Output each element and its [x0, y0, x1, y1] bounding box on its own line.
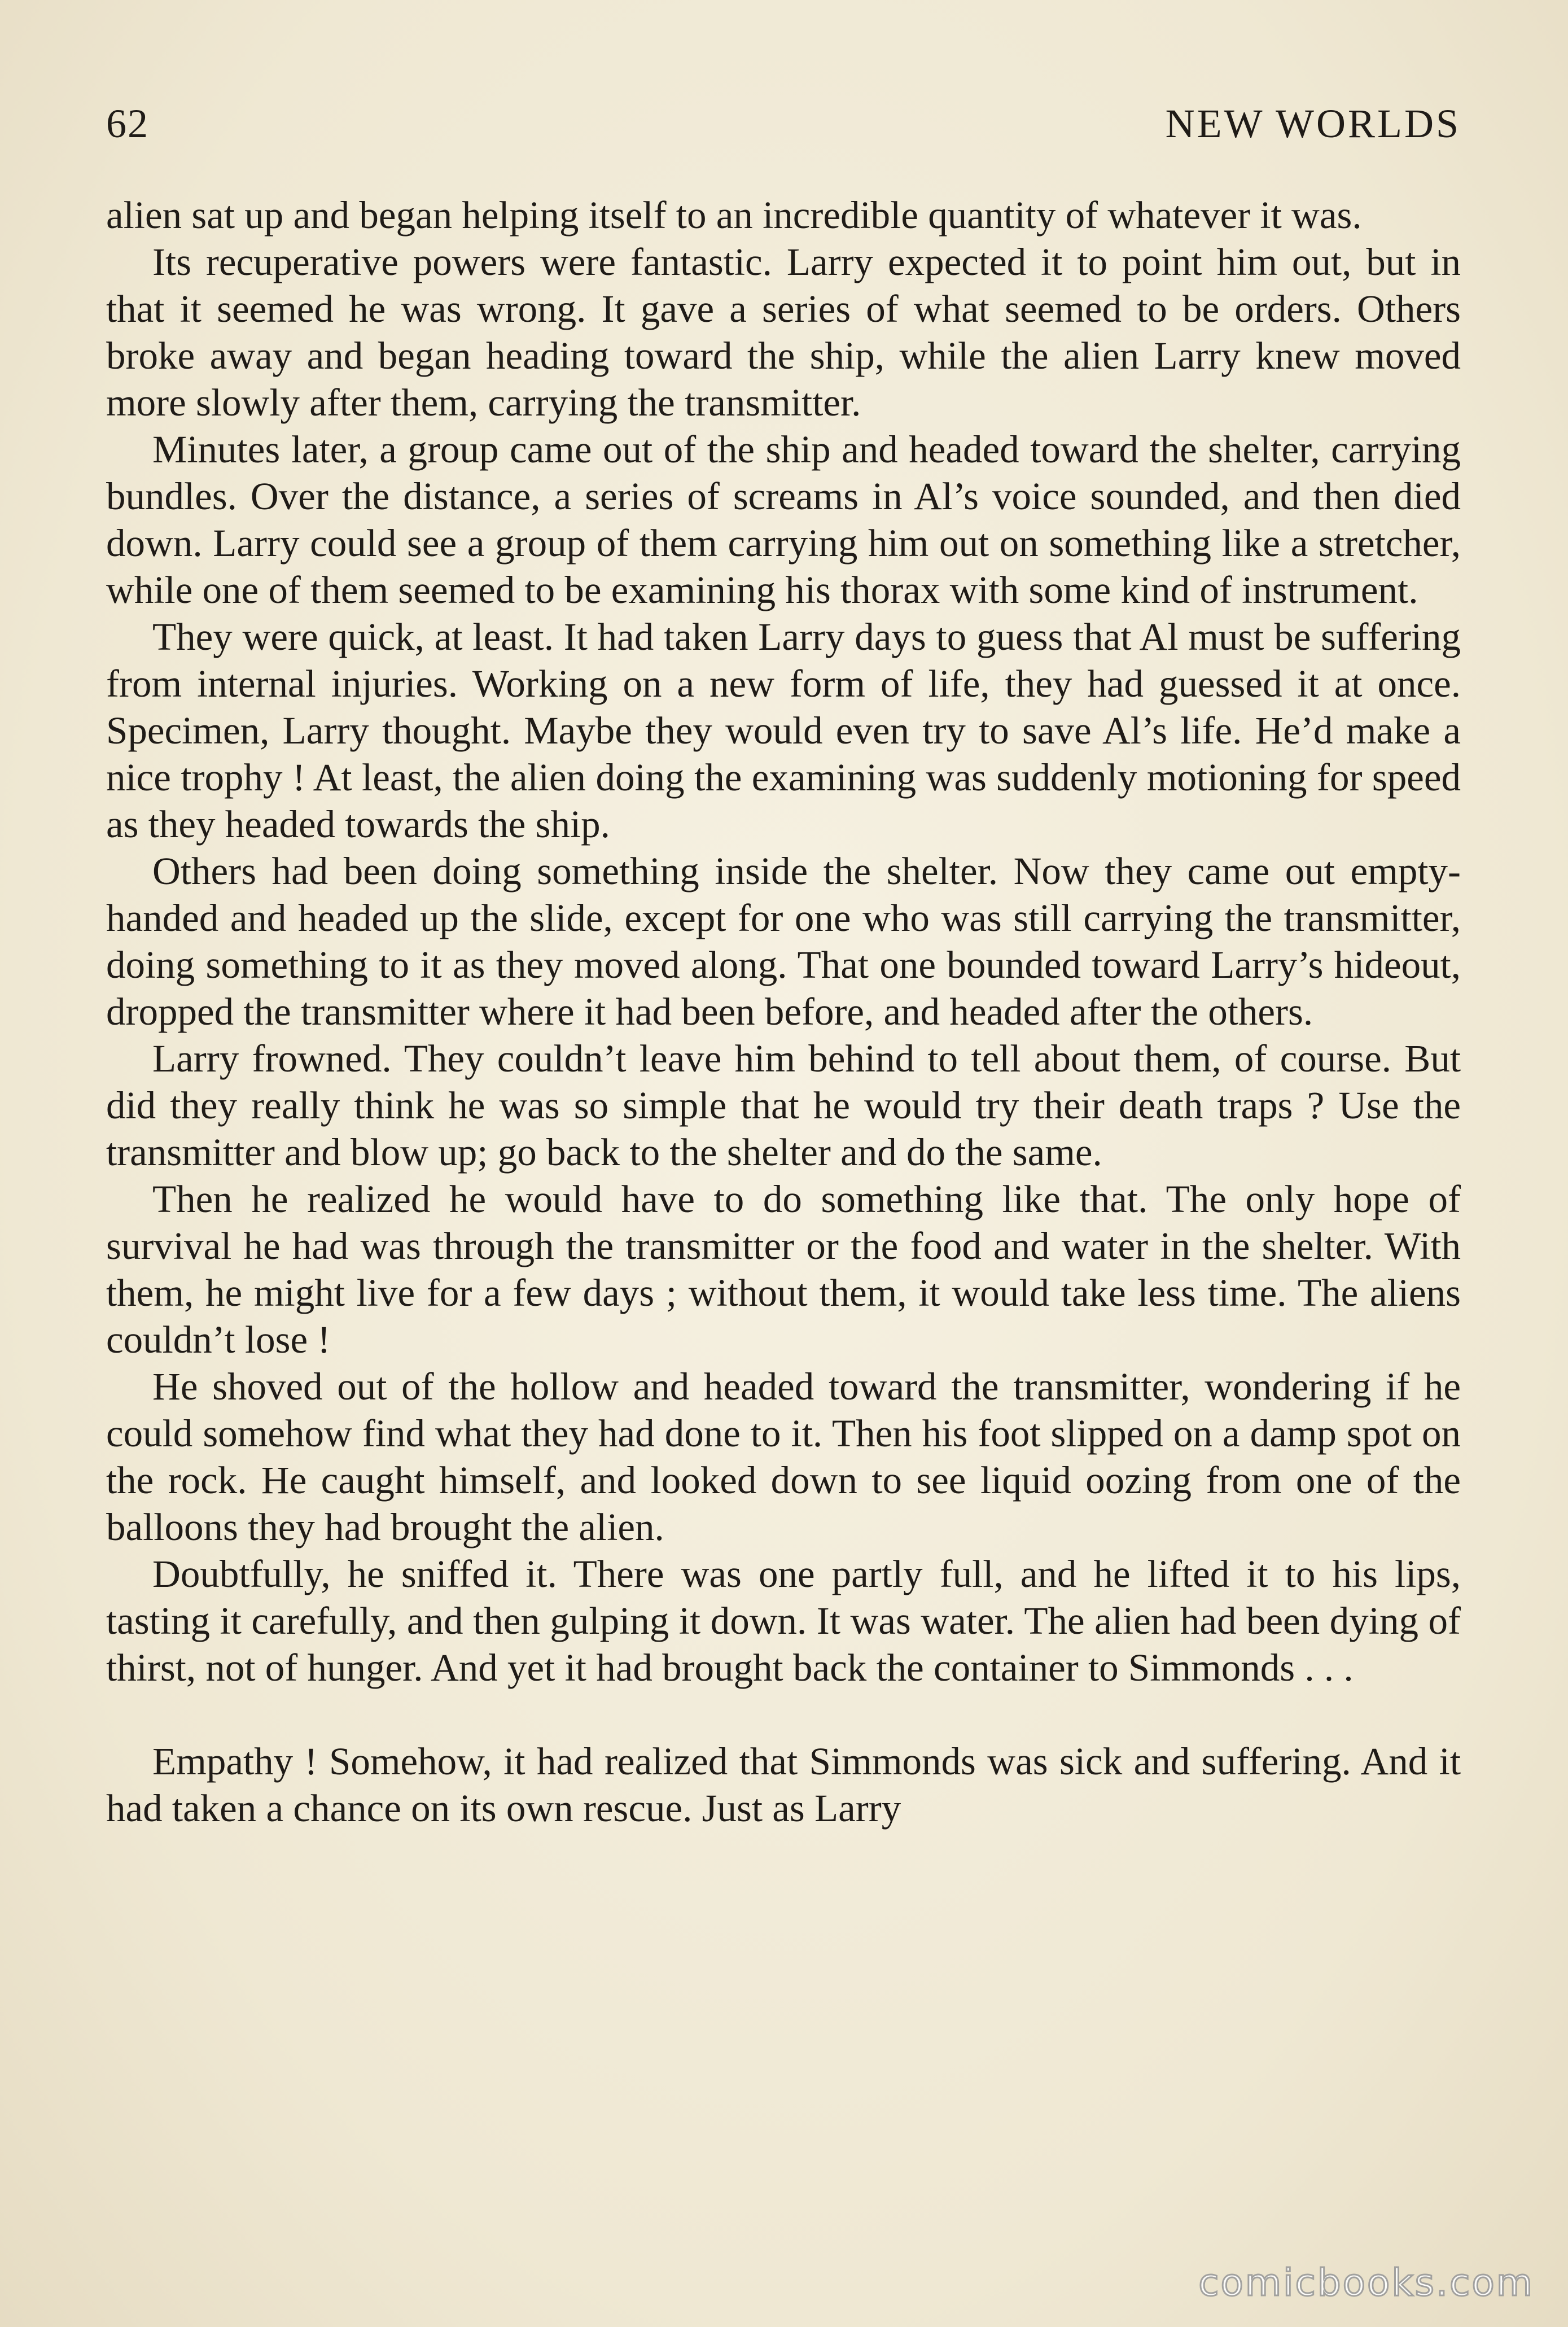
page-header	[106, 100, 1461, 151]
page-number: 62	[106, 101, 149, 146]
paragraph: Larry frowned. They couldn’t leave him behind to tell about them, of course. But did they really think he was so simple that he would try their death traps ? Use the transmitter and blow up; go back to the shelter and do the same.	[106, 1037, 1461, 1174]
paragraph: Others had been doing something inside the shelter. Now they came out empty-handed and headed up the slide, except for one who was still carrying the transmitter, doing something to it as they moved along. That one bounded toward Larry’s hideout, dropped the transmitter where it had been before, and headed after the others.	[106, 850, 1461, 1033]
running-title: NEW WORLDS	[1165, 101, 1461, 146]
paragraph: Its recuperative powers were fantastic. Larry expected it to point him out, but in that it seemed he was wrong. It gave a series of what seemed to be orders. Others broke away and began heading toward the ship, while the alien Larry knew moved more slowly after them, carrying the transmitter.	[106, 240, 1461, 424]
paragraph: Empathy ! Somehow, it had realized that Simmonds was sick and suffering. And it had taken a chance on its own rescue. Just as Larry	[106, 1740, 1461, 1830]
paragraph: They were quick, at least. It had taken Larry days to guess that Al must be suffering from internal injuries. Working on a new form of life, they had guessed it at once. Specimen, Larry thought. Maybe they would even try to save Al’s life. He’d make a nice trophy ! At least, the alien doing the examining was suddenly motioning for speed as they headed towards the ship.	[106, 615, 1461, 846]
paragraph: alien sat up and began helping itself to an incredible quantity of whatever it was.	[106, 194, 1362, 237]
paragraph: Doubtfully, he sniffed it. There was one partly full, and he lifted it to his lips, tasting it carefully, and then gulping it down. It was water. The alien had been dying of thirst, not of hunger. And yet it had brought back the container to Simmonds . . .	[106, 1552, 1461, 1689]
paragraph: Then he realized he would have to do something like that. The only hope of survival he had was through the transmitter or the food and water in the shelter. With them, he might live for a few days ; without them, it would take less time. The aliens couldn’t lose !	[106, 1178, 1461, 1361]
watermark-logo: comicbooks.com	[1198, 2261, 1534, 2304]
story-text	[106, 192, 1461, 1832]
paragraph: Minutes later, a group came out of the ship and headed toward the shelter, carrying bundles. Over the distance, a series of screams in Al’s voice sounded, and then died down. Larry could see a group of them carrying him out on something like a stretcher, while one of them seemed to be examining his thorax with some kind of instrument.	[106, 428, 1461, 611]
paragraph: He shoved out of the hollow and headed toward the transmitter, wondering if he could somehow find what they had done to it. Then his foot slipped on a damp spot on the rock. He caught himself, and looked down to see liquid oozing from one of the balloons they had brought the alien.	[106, 1365, 1461, 1549]
